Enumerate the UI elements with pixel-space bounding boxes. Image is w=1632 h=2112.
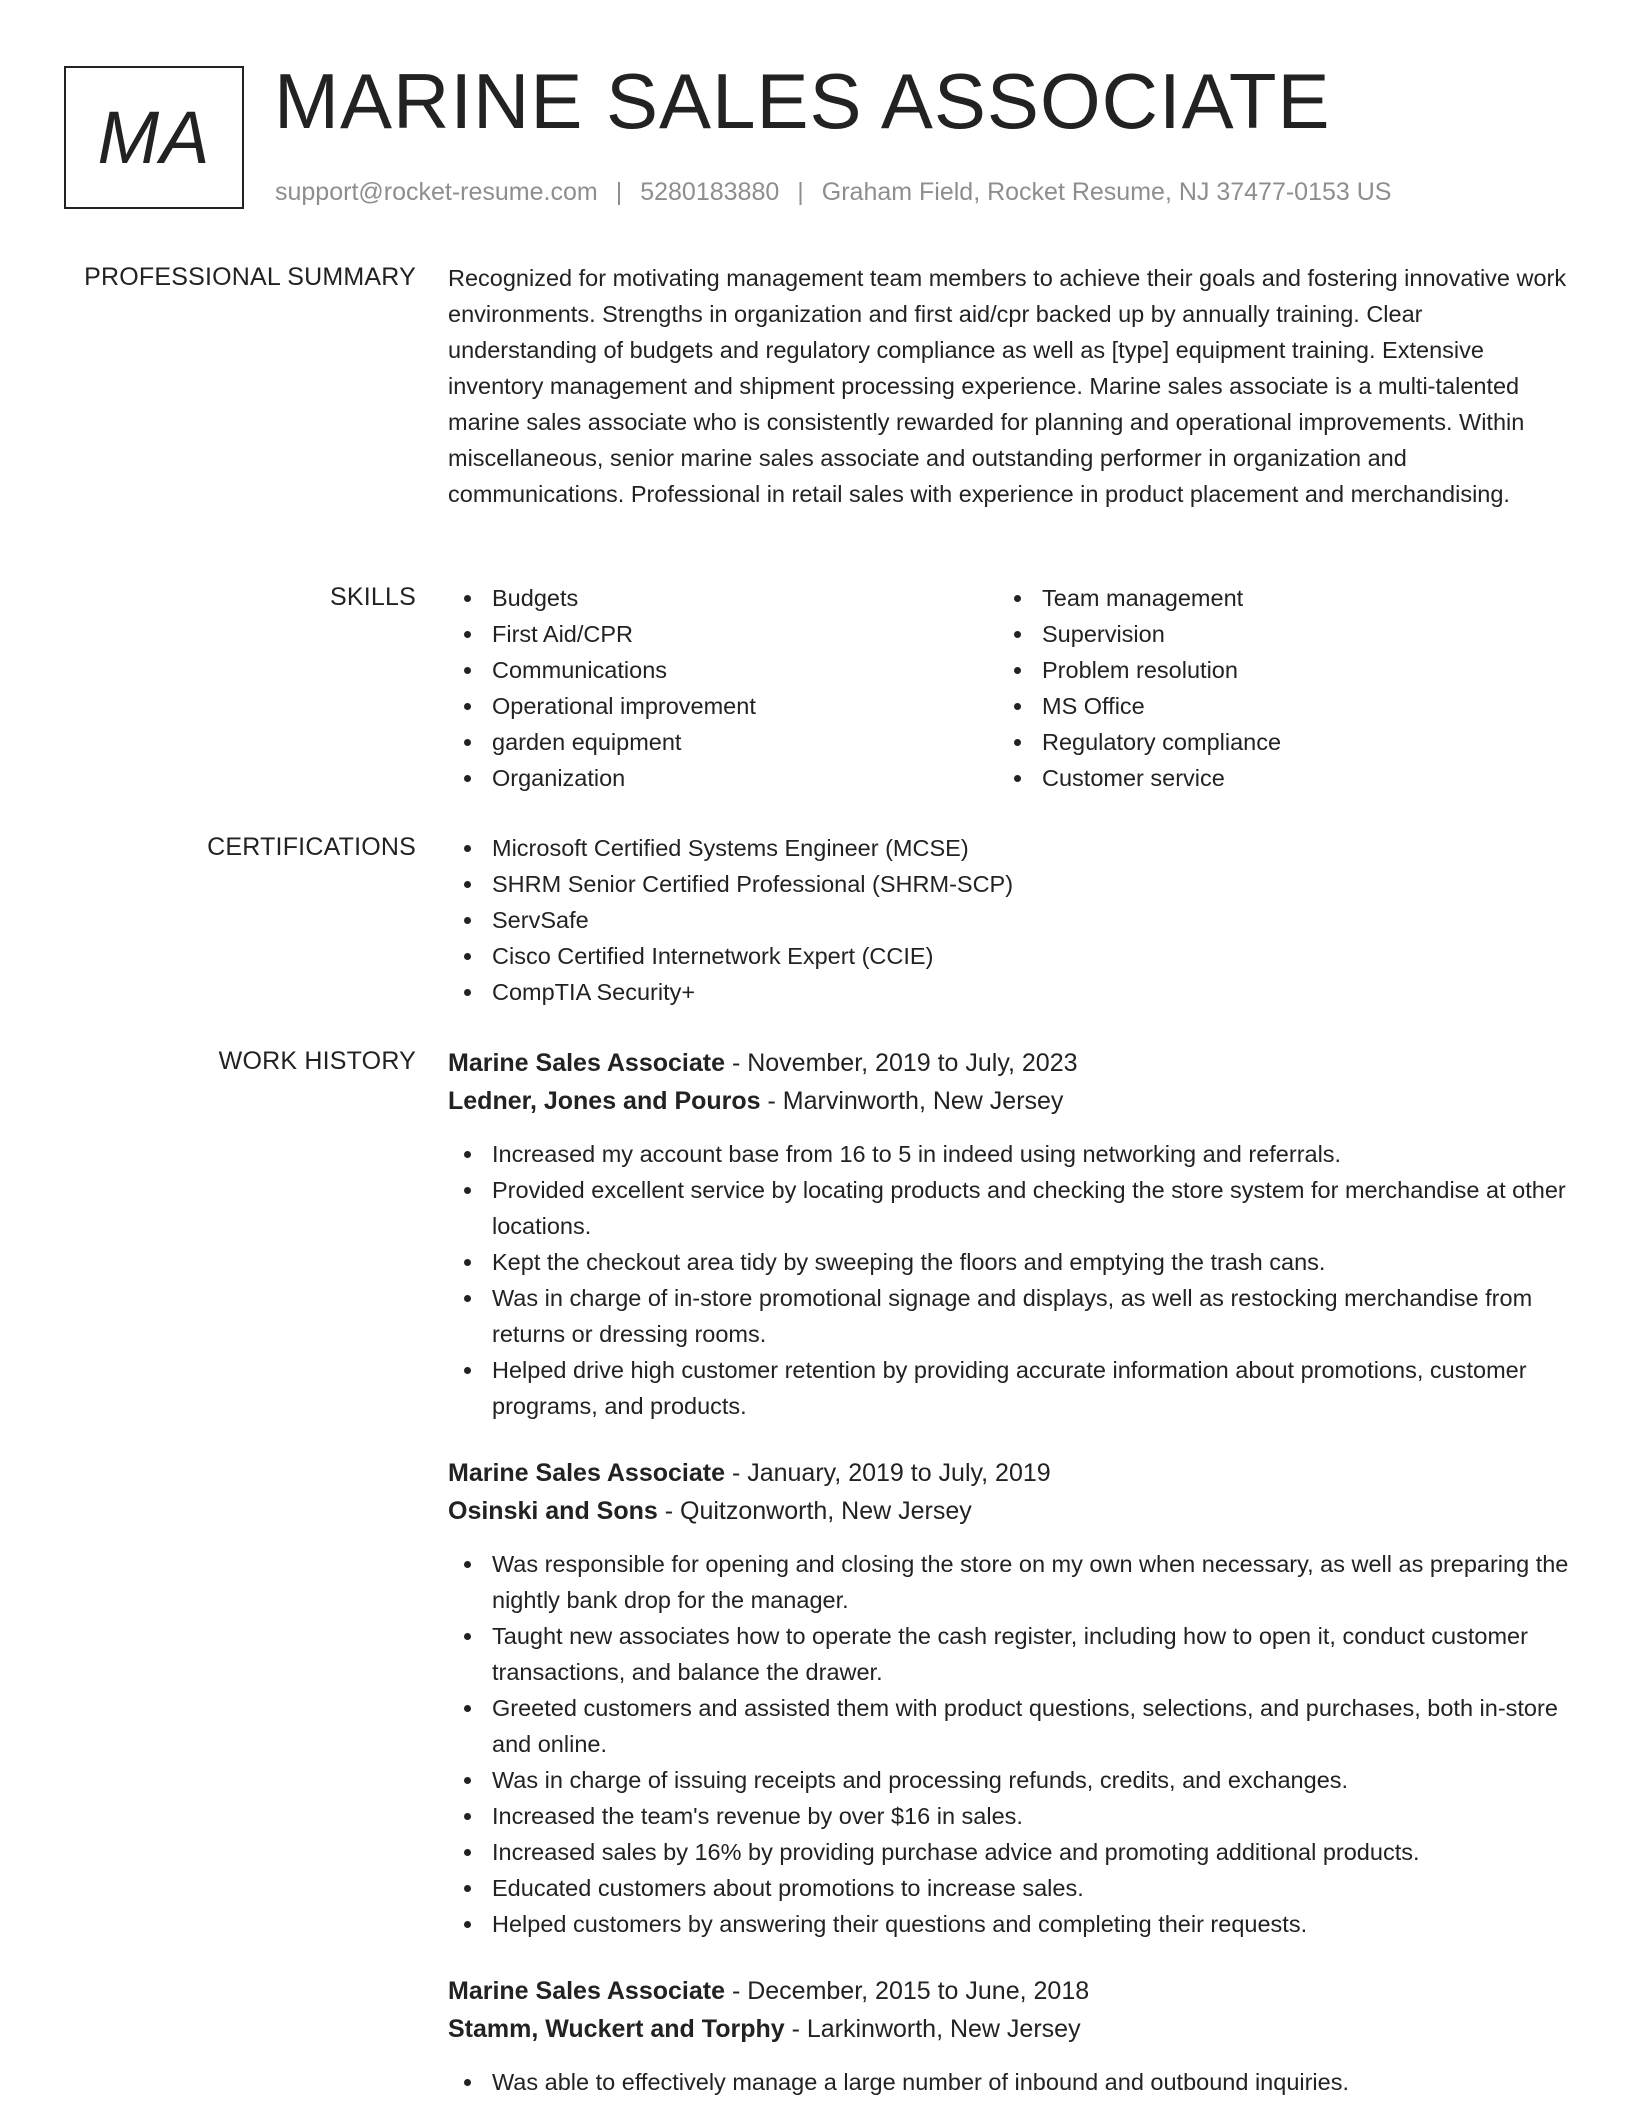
job-bullets	[448, 1546, 1570, 1942]
job-bullet: Helped drive high customer retention by providing accurate information about promotions, customer programs, and products.	[448, 1352, 1570, 1424]
job-bullet: Educated customers about promotions to increase sales.	[448, 1870, 1570, 1906]
job-bullet: Was able to effectively manage a large number of inbound and outbound inquiries.	[448, 2064, 1570, 2100]
contact-phone[interactable]: 5280183880	[640, 178, 780, 206]
certification-item: ServSafe	[448, 902, 1570, 938]
job-bullet: Greeted customers and assisted them with product questions, selections, and purchases, both in-store and online.	[448, 1690, 1570, 1762]
job-title-line	[448, 1972, 1570, 2010]
skill-item: Problem resolution	[998, 652, 1548, 688]
skill-item: First Aid/CPR	[448, 616, 998, 652]
certification-item: Microsoft Certified Systems Engineer (MCSE)	[448, 830, 1570, 866]
certification-item: SHRM Senior Certified Professional (SHRM-SCP)	[448, 866, 1570, 902]
job-title-line	[448, 1454, 1570, 1492]
job-bullet: Increased sales by 16% by providing purchase advice and promoting additional products.	[448, 1834, 1570, 1870]
job-company: Ledner, Jones and Pouros	[448, 1087, 761, 1115]
contact-address: Graham Field, Rocket Resume, NJ 37477-0153 US	[821, 178, 1392, 206]
job-company-line	[448, 2010, 1570, 2048]
job-bullet: Increased my account base from 16 to 5 in indeed using networking and referrals.	[448, 1136, 1570, 1172]
summary-body	[448, 260, 1570, 512]
job-dates: - December, 2015 to June, 2018	[725, 1977, 1090, 2005]
job-entry	[448, 1972, 1570, 2100]
job-title: Marine Sales Associate	[448, 1459, 725, 1487]
certifications-heading: CERTIFICATIONS	[207, 833, 416, 861]
job-bullet: Kept the checkout area tidy by sweeping the floors and emptying the trash cans.	[448, 1244, 1570, 1280]
job-dates: - January, 2019 to July, 2019	[725, 1459, 1051, 1487]
skill-item: Organization	[448, 760, 998, 796]
skills-heading: SKILLS	[330, 583, 416, 611]
skills-list-right	[998, 580, 1548, 796]
job-bullet: Was in charge of in-store promotional signage and displays, as well as restocking merchandise from returns or dressing rooms.	[448, 1280, 1570, 1352]
job-title-line	[448, 1044, 1570, 1082]
job-bullets	[448, 2064, 1570, 2100]
job-company-line	[448, 1492, 1570, 1530]
skills-list-left	[448, 580, 998, 796]
contact-separator: |	[615, 178, 623, 206]
skill-item: Operational improvement	[448, 688, 998, 724]
job-company: Osinski and Sons	[448, 1497, 658, 1525]
skill-item: Team management	[998, 580, 1548, 616]
certification-item: Cisco Certified Internetwork Expert (CCIE)	[448, 938, 1570, 974]
work-history-heading: WORK HISTORY	[218, 1047, 416, 1075]
contact-separator: |	[797, 178, 804, 206]
job-bullet: Was in charge of issuing receipts and processing refunds, credits, and exchanges.	[448, 1762, 1570, 1798]
certifications-body	[448, 830, 1570, 1010]
job-bullet: Was responsible for opening and closing the store on my own when necessary, as well as preparing the nightly bank drop for the manager.	[448, 1546, 1570, 1618]
skill-item: MS Office	[998, 688, 1548, 724]
job-title: Marine Sales Associate	[448, 1977, 725, 2005]
skill-item: Budgets	[448, 580, 998, 616]
skills-body	[448, 580, 1570, 796]
summary-heading: PROFESSIONAL SUMMARY	[84, 263, 416, 291]
job-bullet: Taught new associates how to operate the cash register, including how to open it, conduct customer transactions, and balance the drawer.	[448, 1618, 1570, 1690]
job-entry	[448, 1454, 1570, 1942]
job-bullet: Helped customers by answering their questions and completing their requests.	[448, 1906, 1570, 1942]
skills-grid	[448, 580, 1570, 796]
job-company-line	[448, 1082, 1570, 1120]
certifications-list	[448, 830, 1570, 1010]
job-location: - Quitzonworth, New Jersey	[657, 1497, 972, 1525]
job-entry	[448, 1044, 1570, 1424]
skill-item: Customer service	[998, 760, 1548, 796]
job-location: - Larkinworth, New Jersey	[784, 2015, 1081, 2043]
monogram-box	[64, 66, 244, 209]
job-bullet: Provided excellent service by locating products and checking the store system for merchandise at other locations.	[448, 1172, 1570, 1244]
skill-item: Regulatory compliance	[998, 724, 1548, 760]
contact-email[interactable]: support@rocket-resume.com	[275, 178, 598, 206]
job-dates: - November, 2019 to July, 2023	[725, 1049, 1078, 1077]
monogram: MA	[97, 96, 211, 179]
skill-item: Communications	[448, 652, 998, 688]
job-bullets	[448, 1136, 1570, 1424]
job-title: Marine Sales Associate	[448, 1049, 725, 1077]
contact-line	[275, 175, 1391, 209]
skill-item: garden equipment	[448, 724, 998, 760]
certification-item: CompTIA Security+	[448, 974, 1570, 1010]
skill-item: Supervision	[998, 616, 1548, 652]
summary-text: Recognized for motivating management team members to achieve their goals and fostering innovative work environments. Strengths in organization and first aid/cpr backed up by annually training. Clear understanding of budgets and regulatory compliance as well as [type] equipment training. Extensive inventory management and shipment processing experience. Marine sales associate is a multi-talented marine sales associate who is consistently rewarded for planning and operational improvements. Within miscellaneous, senior marine sales associate and outstanding performer in organization and communications. Professional in retail sales with experience in product placement and merchandising.	[448, 265, 1567, 507]
resume-title: MARINE SALES ASSOCIATE	[274, 57, 1331, 145]
work-history-body	[448, 1044, 1570, 2100]
job-company: Stamm, Wuckert and Torphy	[448, 2015, 785, 2043]
job-bullet: Increased the team's revenue by over $16 in sales.	[448, 1798, 1570, 1834]
job-location: - Marvinworth, New Jersey	[760, 1087, 1064, 1115]
